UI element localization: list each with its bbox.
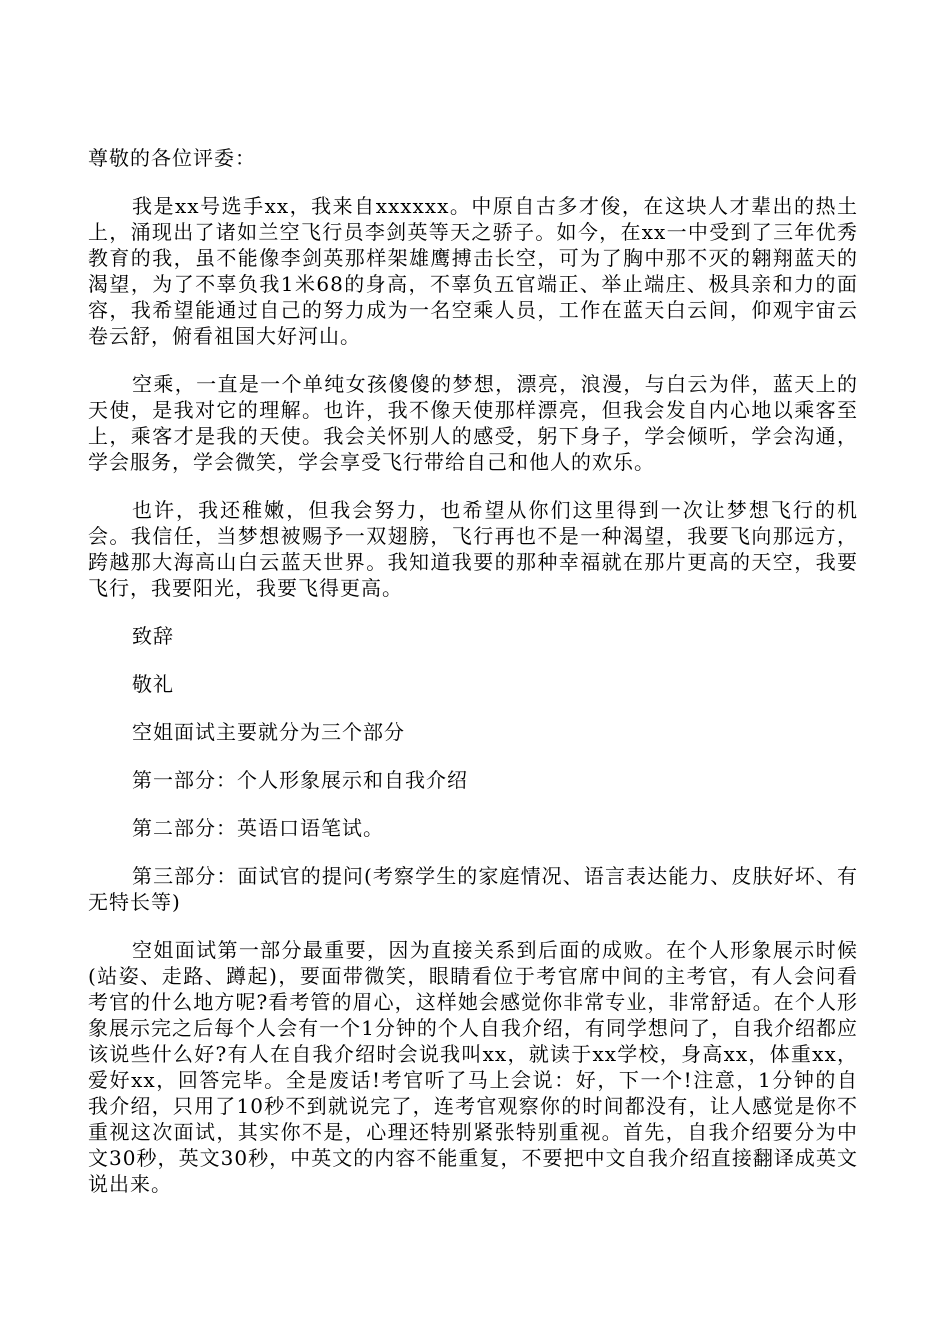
paragraph-interview-tips: 空姐面试第一部分最重要，因为直接关系到后面的成败。在个人形象展示时候(站姿、走路、蹲起)，要面带微笑，眼睛看位于考官席中间的主考官，有人会问看考官的什么地方呢?看考管的眉心，这样她会感觉你非常专业，非常舒适。在个人形象展示完之后每个人会有一个1分钟的个人自我介绍，有同学想问了，自我介绍都应该说些什么好?有人在自我介绍时会说我叫xx，就读于xx学校，身高xx，体重xx，爱好xx，回答完毕。全是废话!考官听了马上会说：好，下一个!注意，1分钟的自我介绍，只用了10秒不到就说完了，连考官观察你的时间都没有，让人感觉是你不重视这次面试，其实你不是，心理还特别紧张特别重视。首先，自我介绍要分为中文30秒，英文30秒，中英文的内容不能重复，不要把中文自我介绍直接翻译成英文说出来。: [88, 938, 858, 1196]
part-two: 第二部分：英语口语笔试。: [132, 816, 384, 840]
paragraph-hope: 也许，我还稚嫩，但我会努力，也希望从你们这里得到一次让梦想飞行的机会。我信任，当梦想被赐予一双翅膀，飞行再也不是一种渴望，我要飞向那远方，跨越那大海高山白云蓝天世界。我知道我要的那种幸福就在那片更高的天空，我要飞行，我要阳光，我要飞得更高。: [88, 498, 858, 600]
closing-salute: 敬礼: [132, 672, 174, 696]
section-overview: 空姐面试主要就分为三个部分: [132, 720, 405, 744]
salutation: 尊敬的各位评委：: [88, 146, 256, 170]
part-one: 第一部分：个人形象展示和自我介绍: [132, 768, 468, 792]
closing-speech: 致辞: [132, 624, 174, 648]
paragraph-dream: 空乘，一直是一个单纯女孩傻傻的梦想，漂亮，浪漫，与白云为伴，蓝天上的天使，是我对它的理解。也许，我不像天使那样漂亮，但我会发自内心地以乘客至上，乘客才是我的天使。我会关怀别人的感受，躬下身子，学会倾听，学会沟通，学会服务，学会微笑，学会享受飞行带给自己和他人的欢乐。: [88, 372, 858, 474]
document-body: [88, 145, 858, 1197]
paragraph-intro: 我是xx号选手xx，我来自xxxxxx。中原自古多才俊，在这块人才辈出的热土上，涌现出了诸如兰空飞行员李剑英等天之骄子。如今，在xx一中受到了三年优秀教育的我，虽不能像李剑英那样架雄鹰搏击长空，可为了胸中那不灭的翱翔蓝天的渴望，为了不辜负我1米68的身高，不辜负五官端正、举止端庄、极具亲和力的面容，我希望能通过自己的努力成为一名空乘人员，工作在蓝天白云间，仰观宇宙云卷云舒，俯看祖国大好河山。: [88, 194, 858, 348]
part-three: 第三部分：面试官的提问(考察学生的家庭情况、语言表达能力、皮肤好坏、有无特长等): [88, 864, 858, 914]
